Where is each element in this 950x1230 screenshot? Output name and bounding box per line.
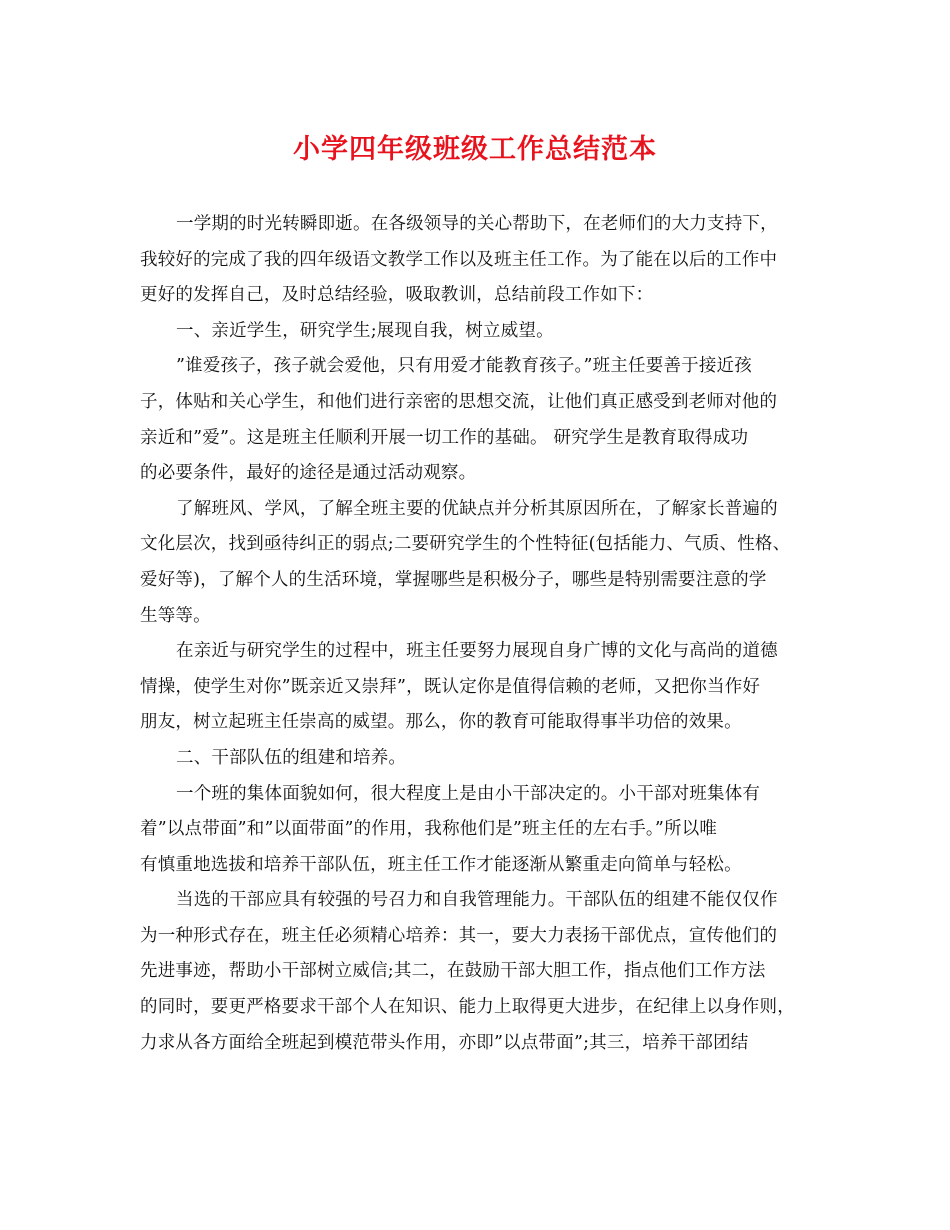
body-line: 着”以点带面”和”以面带面”的作用，我称他们是”班主任的左右手。”所以唯	[140, 819, 718, 840]
body-line: 一学期的时光转瞬即逝。在各级领导的关心帮助下，在老师们的大力支持下，	[176, 214, 778, 234]
body-line: 子，体贴和关心学生，和他们进行亲密的思想交流，让他们真正感受到老师对他的	[140, 391, 778, 412]
body-line: 一、亲近学生，研究学生;展现自我，树立威望。	[176, 320, 554, 341]
body-line: 有慎重地选拔和培养干部队伍，班主任工作才能逐渐从繁重走向简单与轻松。	[140, 854, 742, 875]
body-line: 一个班的集体面貌如何，很大程度上是由小干部决定的。小干部对班集体有	[176, 783, 761, 804]
body-line: 在亲近与研究学生的过程中，班主任要努力展现自身广博的文化与高尚的道德	[176, 641, 778, 662]
body-line: 生等等。	[140, 605, 211, 626]
body-line: 朋友，树立起班主任崇高的威望。那么，你的教育可能取得事半功倍的效果。	[140, 712, 742, 733]
document-title: 小学四年级班级工作总结范本	[293, 134, 657, 165]
body-line: 亲近和”爱”。这是班主任顺利开展一切工作的基础。 研究学生是教育取得成功	[140, 427, 749, 448]
body-line: ”谁爱孩子，孩子就会爱他，只有用爱才能教育孩子。”班主任要善于接近孩	[176, 356, 752, 377]
document-body	[140, 207, 820, 1061]
body-line: 力求从各方面给全班起到模范带头作用，亦即”以点带面”;其三，培养干部团结	[140, 1032, 749, 1053]
body-line: 更好的发挥自己，及时总结经验，吸取教训，总结前段工作如下：	[140, 285, 654, 306]
body-line: 二、干部队伍的组建和培养。	[176, 747, 407, 768]
body-line: 了解班风、学风，了解全班主要的优缺点并分析其原因所在，了解家长普遍的	[176, 498, 778, 519]
body-line: 的必要条件，最好的途径是通过活动观察。	[140, 463, 477, 484]
body-line: 我较好的完成了我的四年级语文教学工作以及班主任工作。为了能在以后的工作中	[140, 249, 778, 270]
body-line: 爱好等)，了解个人的生活环境，掌握哪些是积极分子，哪些是特别需要注意的学	[140, 569, 767, 590]
body-line: 先进事迹，帮助小干部树立威信;其二，在鼓励干部大胆工作，指点他们工作方法	[140, 961, 766, 982]
body-line: 当选的干部应具有较强的号召力和自我管理能力。干部队伍的组建不能仅仅作	[176, 890, 778, 911]
body-line: 文化层次，找到亟待纠正的弱点;二要研究学生的个性特征(包括能力、气质、性格、	[140, 534, 791, 555]
body-line: 的同时，要更严格要求干部个人在知识、能力上取得更大进步，在纪律上以身作则，	[140, 997, 795, 1018]
body-line: 情操，使学生对你”既亲近又崇拜”，既认定你是值得信赖的老师，又把你当作好	[140, 676, 761, 697]
body-line: 为一种形式存在，班主任必须精心培养：其一，要大力表扬干部优点，宣传他们的	[140, 925, 778, 946]
